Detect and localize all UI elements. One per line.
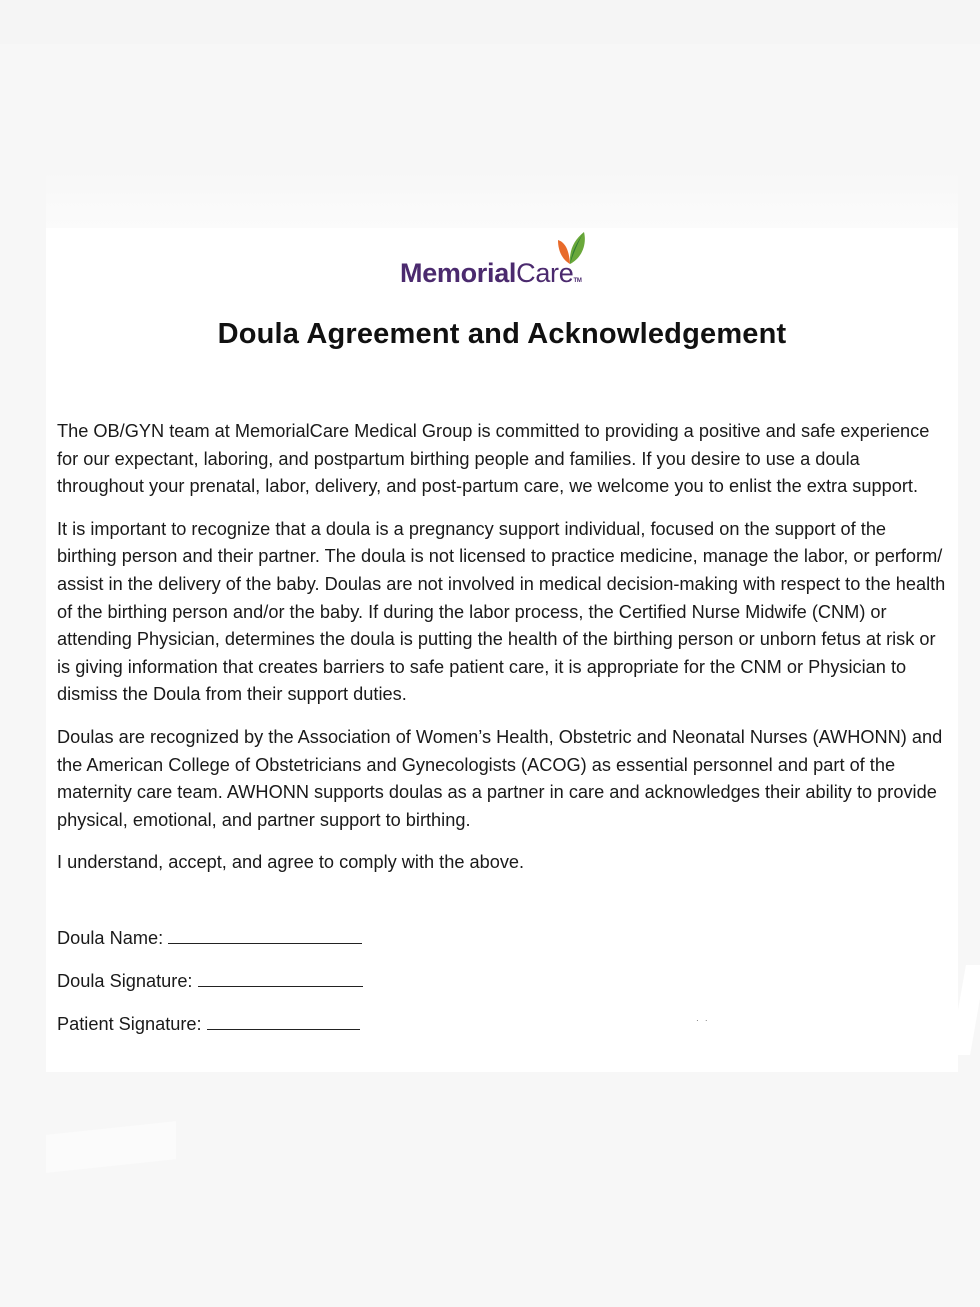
scan-artifact <box>46 1121 176 1173</box>
document-title: Doula Agreement and Acknowledgement <box>217 318 787 350</box>
doula-signature-row <box>57 968 363 992</box>
logo-trademark: TM <box>573 278 582 284</box>
doula-name-row <box>57 925 362 949</box>
redacted-area <box>368 908 958 1068</box>
paper-top-fade <box>46 170 958 228</box>
logo-text-care: Care <box>516 258 574 288</box>
paragraph-intro: The OB/GYN team at MemorialCare Medical Group is committed to providing a positive and safe experience for our expectant, laboring, and postpartum birthing people and families. If you desire to use a doula throughout your prenatal, labor, delivery, and post-partum care, we welcome you to enlist the extra support. <box>57 421 930 497</box>
doula-name-field[interactable] <box>168 925 362 944</box>
patient-signature-field[interactable] <box>207 1011 360 1030</box>
doula-signature-field[interactable] <box>198 968 363 987</box>
paragraph-acknowledgement: I understand, accept, and agree to comply with the above. <box>57 852 525 873</box>
memorialcare-logo <box>400 228 620 294</box>
paragraph-recognition: Doulas are recognized by the Association of Women’s Health, Obstetric and Neonatal Nurses (AWHONN) and the American College of Obstetricians and Gynecologists (ACOG) as essential personnel and part of the maternity care team. AWHONN supports doulas as a partner in care and acknowledges their ability to provide physical, emotional, and partner support to birthing. <box>57 726 943 830</box>
doula-signature-label: Doula Signature: <box>57 971 193 991</box>
paragraph-doula-role: It is important to recognize that a doula is a pregnancy support individual, focused on the support of the birthing person and their partner. The doula is not licensed to practice medicine, manage the labor, or perform/ assist in the delivery of the baby. Doulas are not involved in medical decision-making with respect to the health of the birthing person and/or the baby. If during the labor process, the Certified Nurse Midwife (CNM) or attending Physician, determines the doula is putting the health of the birthing person or unborn fetus at risk or is giving information that creates barriers to safe patient care, it is appropriate for the CNM or Physician to dismiss the Doula from their support duties. <box>57 518 946 705</box>
patient-signature-label: Patient Signature: <box>57 1014 202 1034</box>
document-body <box>57 418 949 892</box>
top-background-band <box>0 0 980 44</box>
scan-specks: · · <box>696 1016 710 1025</box>
patient-signature-row <box>57 1011 360 1035</box>
doula-name-label: Doula Name: <box>57 928 164 948</box>
logo-wordmark <box>400 258 582 289</box>
logo-text-memorial: Memorial <box>400 258 517 288</box>
